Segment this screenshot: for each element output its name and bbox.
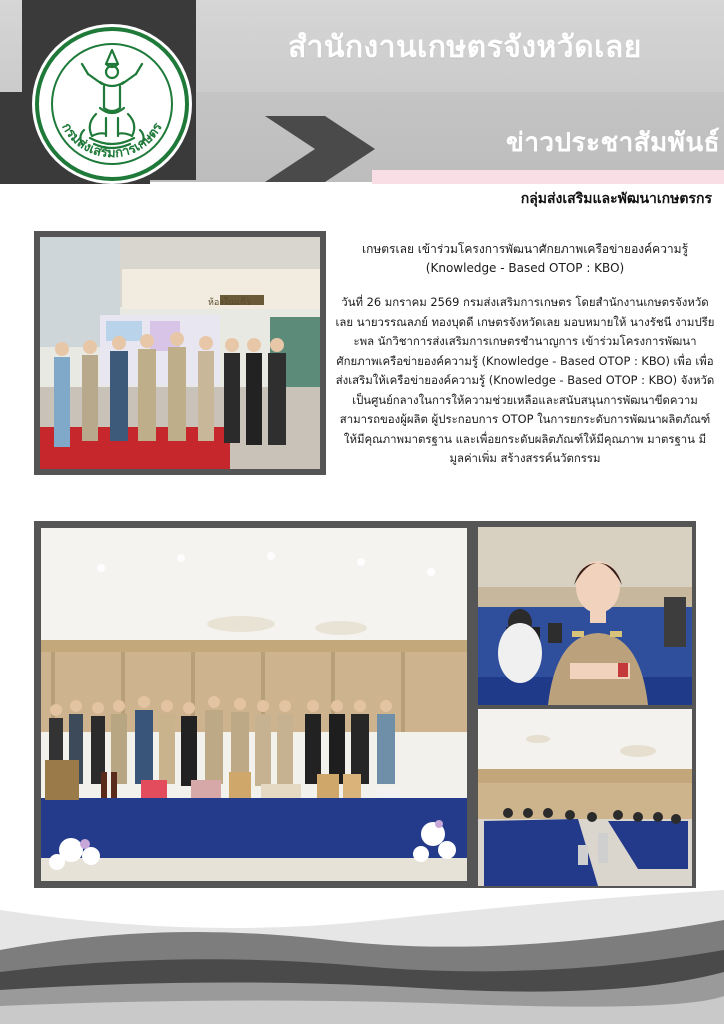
photo-hall-scene xyxy=(41,528,467,881)
photo-meeting-scene xyxy=(478,709,692,886)
footer-wave-decoration xyxy=(0,880,724,1024)
photo-meeting-room xyxy=(474,707,696,888)
accent-strip xyxy=(372,170,724,184)
article-body: วันที่ 26 มกราคม 2569 กรมส่งเสริมการเกษตร โดยสำนักงานเกษตรจังหวัดเลย นายวรรณลภย์ ทองบุดดี เกษตรจังหวัดเลย มอบหมายให้ นางรัชนี งามปรียะพล นักวิชาการส่งเสริมการเกษตรชำนาญการ เข้าร่วมโครงการพัฒนาศักยภาพเครือข่ายองค์ความรู้ (Knowledge - Based OTOP : KBO) เพื่อ เพื่อส่งเสริมให้เครือข่ายองค์ความรู้ (Knowledge - Based OTOP : KBO) จังหวัด เป็นศูนย์กลางในการให้ความช่วยเหลือและสนับสนุนการพัฒนาขีดความสามารถของผู้ผลิต ผู้ประกอบการ OTOP ในการยกระดับการพัฒนาผลิตภัณฑ์ให้มีคุณภาพมาตรฐาน และเพื่อยกระดับผลิตภัณฑ์ให้มีคุณภาพ มาตรฐาน มีมูลค่าเพิ่ม สร้างสรรค์นวัตกรรม xyxy=(335,295,715,465)
section-title: ข่าวประชาสัมพันธ์ xyxy=(506,128,720,158)
chevron-right-icon xyxy=(265,116,375,182)
photo-entrance-group xyxy=(34,231,326,475)
department-label: กลุ่มส่งเสริมและพัฒนาเกษตรกร xyxy=(520,191,712,207)
photo-entrance-scene xyxy=(40,237,320,469)
department-of-agricultural-extension-seal-icon xyxy=(30,22,194,186)
room-sign: ห้องในแก้ว xyxy=(208,298,251,308)
organization-title: สำนักงานเกษตรจังหวัดเลย xyxy=(288,30,642,65)
photo-hall-group xyxy=(34,521,474,888)
photo-seated-official xyxy=(474,521,696,707)
svg-text:กรมส่งเสริมการเกษตร: กรมส่งเสริมการเกษตร xyxy=(58,120,166,162)
article-headline: เกษตรเลย เข้าร่วมโครงการพัฒนาศักยภาพเครือข่ายองค์ความรู้ (Knowledge - Based OTOP : KBO) xyxy=(361,242,689,275)
photo-official-scene xyxy=(478,527,692,705)
